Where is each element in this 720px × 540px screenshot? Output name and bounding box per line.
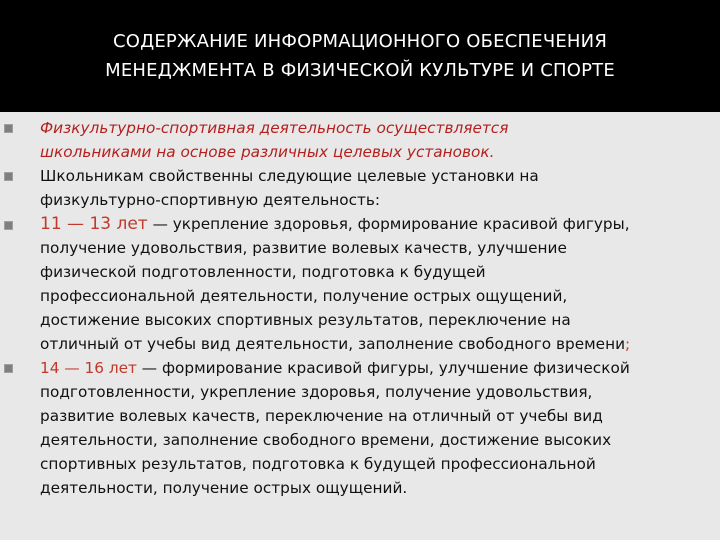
bullet-3-line-1-text: — укрепление здоровья, формирование красивой фигуры,	[147, 215, 630, 233]
age-range-label: 11 — 13 лет	[40, 214, 148, 234]
bullet-3-semicolon: ;	[625, 335, 631, 353]
title-line-2: МЕНЕДЖМЕНТА В ФИЗИЧЕСКОЙ КУЛЬТУРЕ И СПОРТЕ	[105, 60, 615, 81]
bullet-3-line-4: профессиональной деятельности, получение острых ощущений,	[40, 287, 568, 305]
bullet-3-line-1	[40, 212, 700, 236]
bullet-item-1	[0, 116, 720, 164]
bullet-square-icon	[4, 124, 13, 133]
title-line-1: СОДЕРЖАНИЕ ИНФОРМАЦИОННОГО ОБЕСПЕЧЕНИЯ	[112, 31, 608, 52]
slide-title	[0, 0, 720, 112]
bullet-item-4	[0, 356, 720, 500]
bullet-3-line-6	[40, 332, 700, 356]
bullet-3-line-6-text: отличный от учебы вид деятельности, заполнение свободного времени	[40, 335, 626, 353]
bullet-3-line-2: получение удовольствия, развитие волевых качеств, улучшение	[40, 239, 567, 257]
bullet-4-line-2: подготовленности, укрепление здоровья, получение удовольствия,	[40, 383, 593, 401]
slide-body	[0, 114, 720, 500]
bullet-item-3	[0, 212, 720, 356]
bullet-square-icon	[4, 172, 13, 181]
bullet-3-line-3: физической подготовленности, подготовка к будущей	[40, 263, 486, 281]
bullet-4-line-1	[40, 356, 700, 380]
bullet-4-line-6: деятельности, получение острых ощущений.	[40, 479, 408, 497]
bullet-2-line-2: физкультурно-спортивную деятельность:	[40, 191, 381, 209]
bullet-4-line-4: деятельности, заполнение свободного времени, достижение высоких	[40, 431, 612, 449]
bullet-item-2	[0, 164, 720, 212]
bullet-2-line-1: Школьникам свойственны следующие целевые установки на	[40, 167, 539, 185]
bullet-1-line-2: школьниками на основе различных целевых установок.	[40, 143, 495, 161]
bullet-square-icon	[4, 364, 13, 373]
bullet-square-icon	[4, 221, 13, 230]
bullet-4-line-1-text: — формирование красивой фигуры, улучшение физической	[136, 359, 630, 377]
bullet-3-line-5: достижение высоких спортивных результатов, переключение на	[40, 311, 571, 329]
age-range-label: 14 — 16 лет	[40, 359, 137, 377]
bullet-4-line-5: спортивных результатов, подготовка к будущей профессиональной	[40, 455, 596, 473]
bullet-1-line-1: Физкультурно-спортивная деятельность осуществляется	[40, 119, 509, 137]
bullet-4-line-3: развитие волевых качеств, переключение на отличный от учебы вид	[40, 407, 603, 425]
